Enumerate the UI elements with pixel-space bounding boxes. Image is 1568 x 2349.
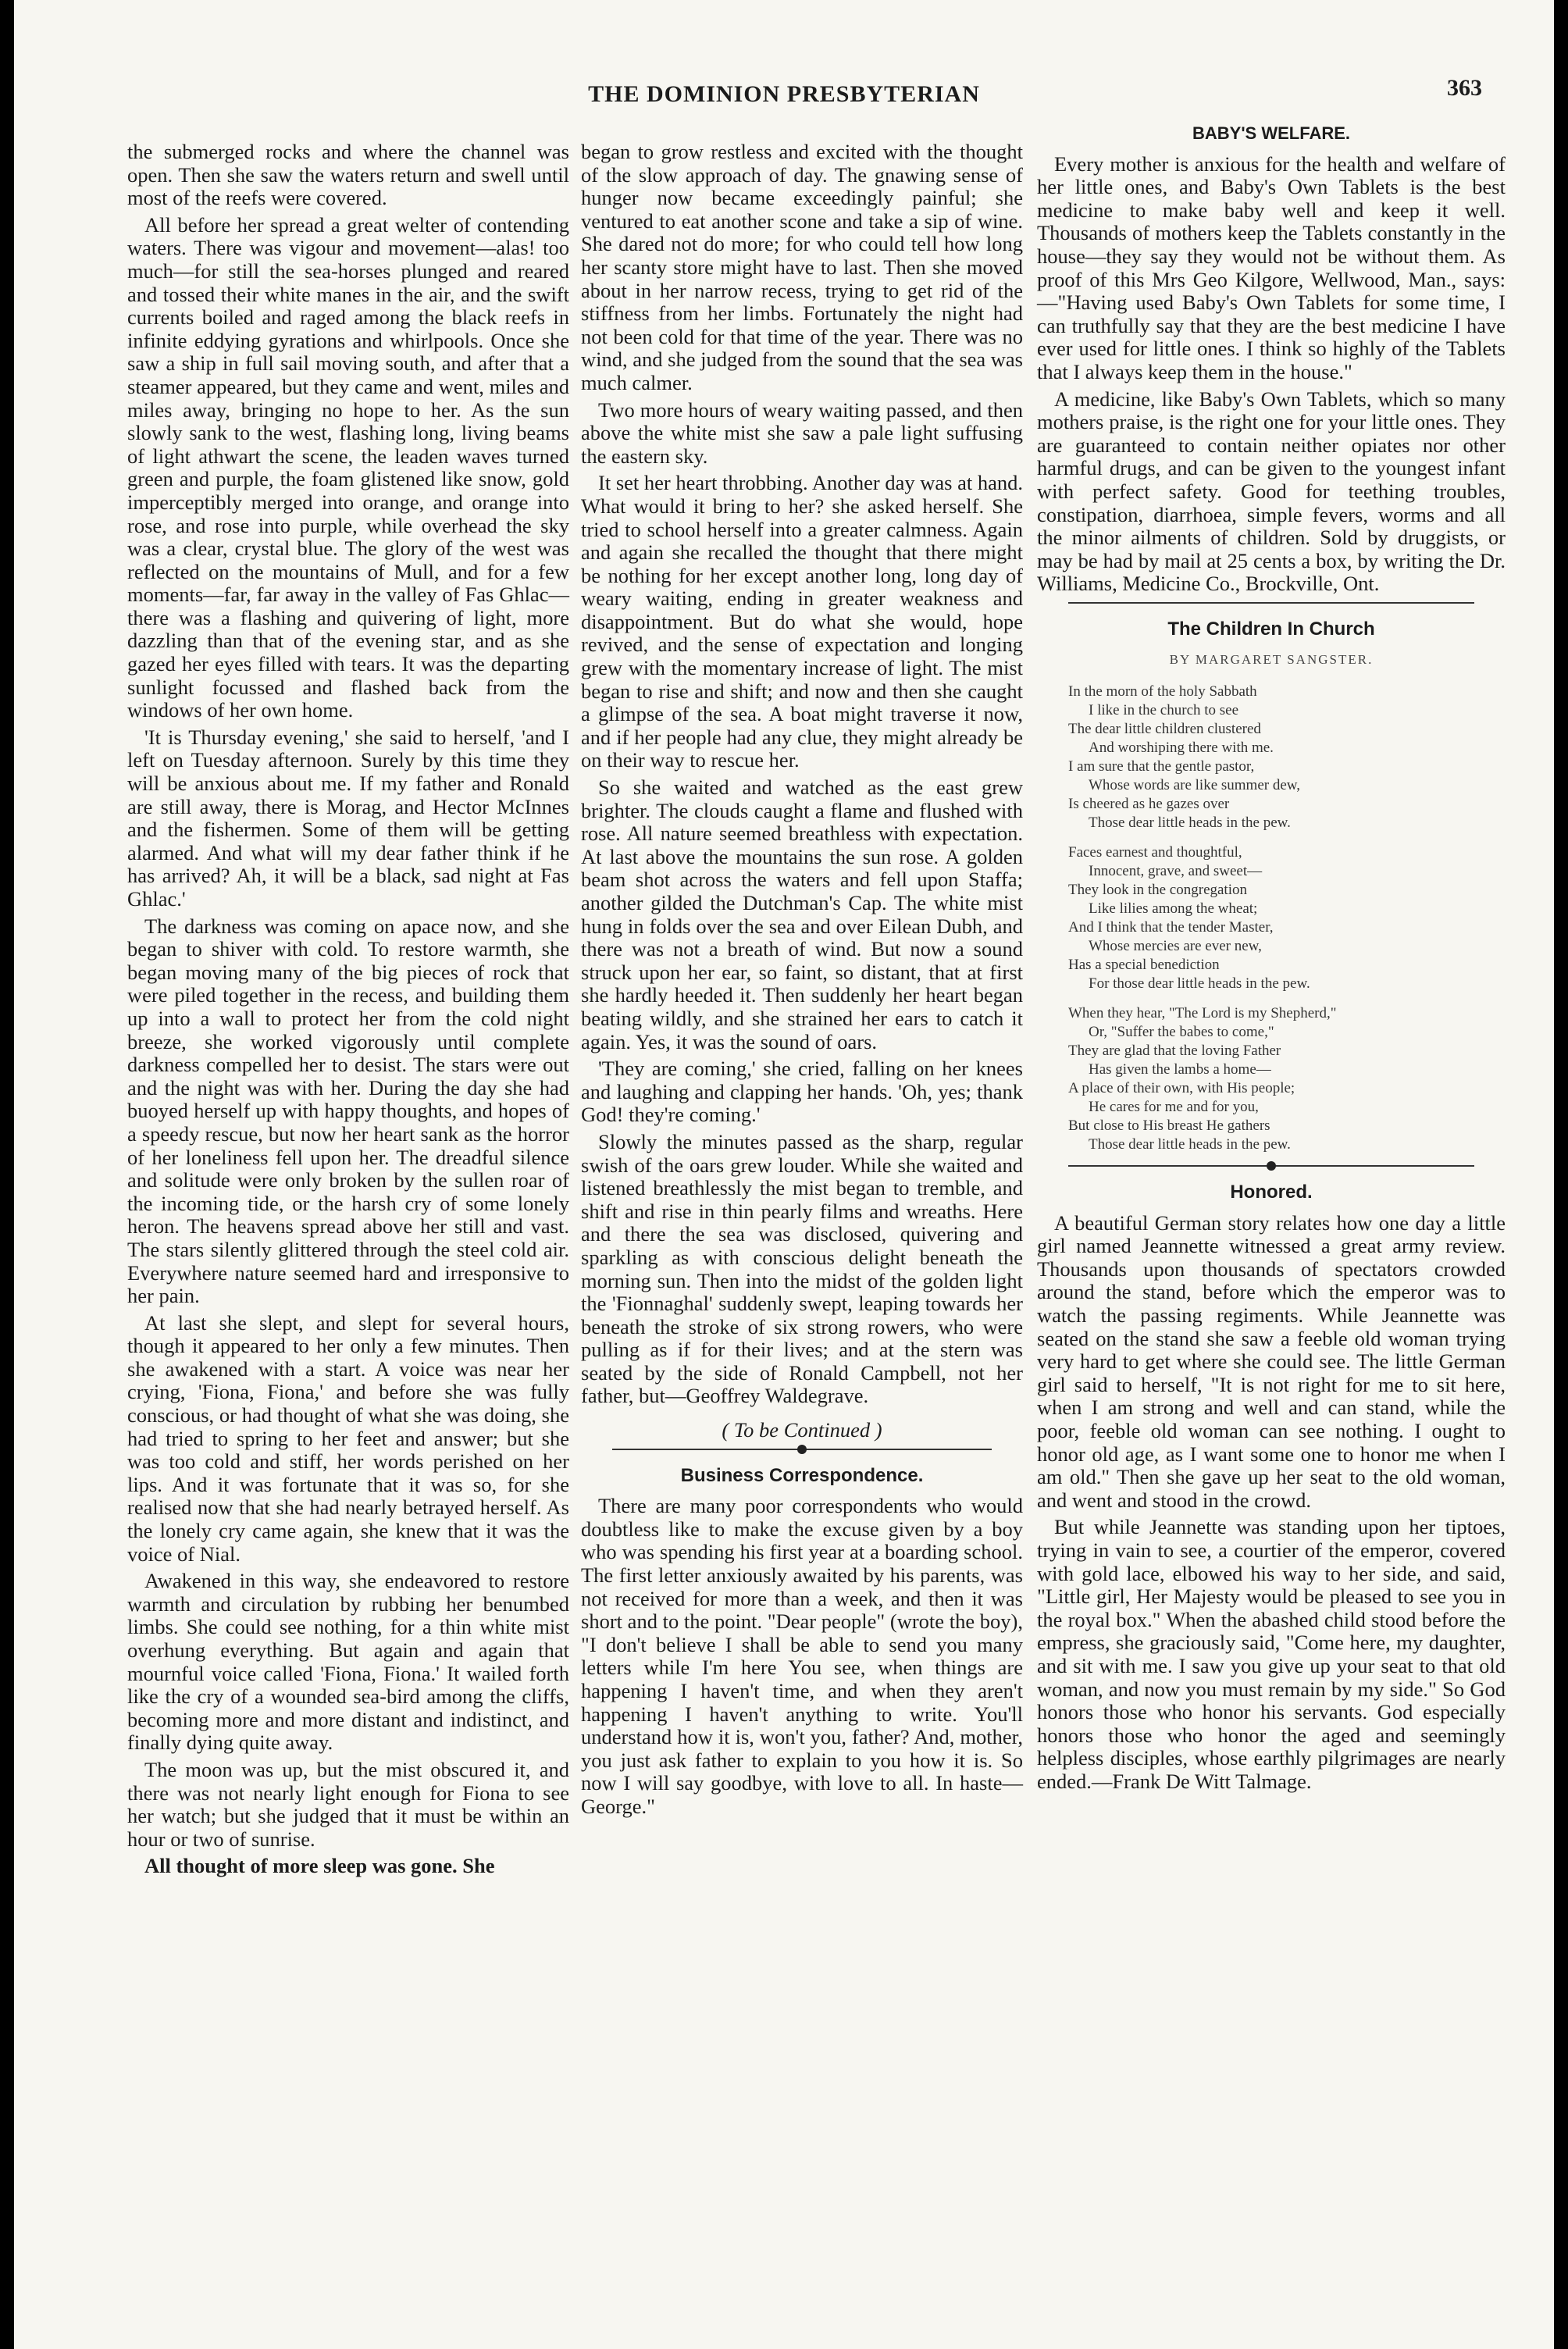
poem-line: And worshiping there with me. <box>1089 740 1274 757</box>
paragraph: At last she slept, and slept for several hours, though it appeared to her only a few minutes. Then she awakened with a start. A voice was near her crying, 'Fiona, Fiona,' and before she was fully conscious, or had thought of what she was doing, she had tried to spring to her feet and answer; but she was too cold and stiff, her words perished on her lips. And it was fortunate that it was so, for she realised now that she had nearly betrayed herself. As the lonely cry came again, she knew that it was the voice of Nial. <box>127 1310 569 1566</box>
paragraph: 'They are coming,' she cried, falling on her knees and laughing and clapping her hands. 'Oh, yes; thank God! they're coming.' <box>581 1057 1023 1127</box>
paragraph: 'It is Thursday evening,' she said to herself, 'and I left on Tuesday afternoon. Surely by this time they will be anxious about me. If my father and Ronald are still away, there is Morag, and Hector McInnes and the fishermen. Some of them will be getting alarmed. And what will my dear father think if he has arrived? Ah, it will be a black, sad night at Fas Ghlac.' <box>127 725 569 911</box>
paragraph: So she waited and watched as the east grew brighter. The clouds caught a flame and flushed with rose. All nature seemed breathless with expectation. At last above the mountains the sun rose. A golden beam shot across the waters and fell upon Staffa; another gilded the Dutchman's Cap. The white mist hung in folds over the sea and over Eilean Dubh, and there was not a breath of wind. But now a sound struck upon her ear, so faint, so distant, that at first she hardly heeded it. Then suddenly her heart began beating wildly, and she strained her ears to catch it again. Yes, it was the sound of oars. <box>581 775 1023 1053</box>
paragraph: It set her heart throbbing. Another day was at hand. What would it bring to her? she asked herself. She tried to school herself into a greater calmness. Again and again she recalled the thought that there might be nothing for her except another long, long day of weary waiting, ending in greater weakness and disappointment. But do what she would, hope revived, and the sense of expectation and longing grew with the momentary increase of light. The mist began to rise and shift; and now and then she caught a glimpse of the sea. A boat might traverse it now, and if her people had any clue, they might already be on their way to rescue her. <box>581 471 1023 772</box>
paragraph: There are many poor correspondents who would doubtless like to make the excuse given by a boy who was spending his first year at a boarding school. The first letter anxiously awaited by his parents, was not received for more than a week, and then it was short and to the point. "Dear people" (wrote the boy), "I don't believe I shall be able to send you many letters while I'm here You see, when things are happening I haven't time, and when they aren't happening I haven't anything to write. You'll understand how it is, won't you, father? And, mother, you just ask father to explain to you how it is. So now I will say goodbye, with love to all. In haste—George." <box>581 1494 1023 1818</box>
section-divider <box>1068 1165 1474 1173</box>
paragraph: All thought of more sleep was gone. She <box>144 1854 495 1878</box>
paragraph: The moon was up, but the mist obscured it, and there was not nearly light enough for Fiona to see her watch; but she judged that it must be within an hour or two of sunrise. <box>127 1757 569 1851</box>
poem-line: Those dear little heads in the pew. <box>1089 1136 1291 1153</box>
poem-line: The dear little children clustered <box>1068 721 1261 738</box>
paragraph: But while Jeannette was standing upon her tiptoes, trying in vain to see, a courtier of the emperor, covered with gold lace, elbowed his way to her side, and said, "Little girl, Her Majesty would be pleased to see you in the royal box." When the abashed child stood before the empress, she graciously said, "Come here, my daughter, and sit with me. I saw you give up your seat to that old woman, and now you must remain by my side." So God honors those who honor his servants. God especially honors those who honor the aged and seemingly helpless disciples, whose earthly pilgrimages are nearly ended.—Frank De Witt Talmage. <box>1037 1515 1506 1793</box>
poem-line: Has given the lambs a home— <box>1089 1061 1271 1078</box>
paragraph: began to grow restless and excited with the thought of the slow approach of day. The gnawing sense of hunger now became exceedingly painful; she ventured to eat another scone and take a sip of wine. She dared not do more; for who could tell how long her scanty store might have to last. Then she moved about in her narrow recess, trying to get rid of the stiffness from her limbs. Fortunately the night had not been cold for that time of the year. There was no wind, and she judged from the sound that the sea was much calmer. <box>581 140 1023 394</box>
paragraph: A beautiful German story relates how one day a little girl named Jeannette witnessed a great army review. Thousands upon thousands of spectators crowded around the stand, before which the emperor was to watch the passing regiments. While Jeannette was seated on the stand she saw a feeble old woman trying very hard to get where she could see. The little German girl said to herself, "It is not right for me to sit here, when I am strong and well and can stand, while the poor, feeble old woman can see nothing. I ought to honor old age, as I want some one to honor me when I am old." Then she gave up her seat to the old woman, and went and stood in the crowd. <box>1037 1210 1506 1512</box>
poem-stanza <box>1068 1004 1506 1154</box>
business-correspondence-title: Business Correspondence. <box>680 1464 924 1486</box>
poem-stanza <box>1068 683 1506 832</box>
poem-line: Like lilies among the wheat; <box>1089 900 1258 918</box>
page-number: 363 <box>1447 75 1482 101</box>
paragraph: Every mother is anxious for the health and welfare of her little ones, and Baby's Own Tablets is the best medicine to make baby well and keep it well. Thousands of mothers keep the Tablets constantly in the house—they say they would not be without them. As proof of this Mrs Geo Kilgore, Wellwood, Man., says:—"Having used Baby's Own Tablets for some time, I can truthfully say that they are the best medicine I have ever used for little ones. I think so highly of the Tablets that I always keep them in the house." <box>1037 151 1506 383</box>
paragraph: Slowly the minutes passed as the sharp, regular swish of the oars grew louder. While she waited and listened breathlessly the mist began to tremble, and shift and rise in thin pearly films and wreaths. Here and there the sea was disclosed, quivering and sparkling as with conscious delight beneath the morning sun. Then into the midst of the golden light the 'Fionnaghal' suddenly swept, leaping towards her beneath the stroke of six strong rowers, who were pulling as if for their lives; and at the stern was seated by the side of Ronald Campbell, not her father, but—Geoffrey Waldegrave. <box>581 1129 1023 1408</box>
poem-line: But close to His breast He gathers <box>1068 1117 1270 1135</box>
poem-line: Those dear little heads in the pew. <box>1089 814 1291 832</box>
divider-dot-icon <box>797 1445 807 1454</box>
section-divider <box>1068 602 1474 610</box>
children-in-church-title: The Children In Church <box>1167 618 1375 640</box>
poem-line: And I think that the tender Master, <box>1068 919 1274 936</box>
column-right <box>1037 122 1506 1798</box>
newspaper-page <box>14 0 1554 2349</box>
paragraph: All before her spread a great welter of contending waters. There was vigour and movement—alas! too much—for still the sea-horses plunged and reared and tossed their white manes in the air, and the swift currents boiled and raged among the black reefs in infinite eddying gyrations and whirlpools. Once she saw a ship in full sail moving south, and after that a steamer appeared, but they came and went, miles and miles away, bringing no hope to her. As the sun slowly sank to the west, flashing long, living beams of light athwart the scene, the leaden waves turned green and purple, the foam glistened like snow, gold imperceptibly merged into orange, and orange into rose, and rose into purple, while overhead the sky was a clear, crystal blue. The glory of the west was reflected on the mountains of Mull, and for a few moments—far, far away in the valley of Fas Ghlac—there was a flashing and quivering of light, more dazzling than that of the evening star, and as she gazed her eyes filled with tears. It was the departing sunlight focussed and flashed back from the windows of her own home. <box>127 212 569 722</box>
poem-line: Has a special benediction <box>1068 957 1220 974</box>
poem-line: They are glad that the loving Father <box>1068 1043 1281 1060</box>
poem-line: I like in the church to see <box>1089 702 1239 719</box>
story-column-left <box>127 141 569 1882</box>
poem-line: In the morn of the holy Sabbath <box>1068 683 1257 700</box>
poem-stanza <box>1068 843 1506 993</box>
paragraph: The darkness was coming on apace now, and she began to shiver with cold. To restore warmth, she began moving many of the big pieces of rock that were piled together in the recess, and building them up into a wall to protect her from the cold night breeze, she worked vigorously until complete darkness compelled her to desist. The stars were out and the night was with her. During the day she had buoyed herself up with happy thoughts, and hopes of a speedy rescue, but now her heart sank as the horror of her loneliness fell upon her. The dreadful silence and solitude were only broken by the sullen roar of the incoming tide, or the harsh cry of some lonely heron. The heavens spread above her still and vast. The stars silently glittered through the steel cold air. Everywhere nature seemed hard and irresponsive to her pain. <box>127 914 569 1308</box>
divider-dot-icon <box>1267 1161 1276 1171</box>
poem-byline: BY MARGARET SANGSTER. <box>1169 652 1374 668</box>
section-divider <box>612 1449 992 1456</box>
poem-line: When they hear, "The Lord is my Shepherd," <box>1068 1005 1337 1022</box>
babys-welfare-title: BABY'S WELFARE. <box>1192 123 1351 143</box>
poem-line: He cares for me and for you, <box>1089 1099 1259 1116</box>
poem-line: Is cheered as he gazes over <box>1068 796 1230 813</box>
masthead-title: THE DOMINION PRESBYTERIAN <box>588 81 980 107</box>
poem-line: I am sure that the gentle pastor, <box>1068 758 1255 775</box>
to-be-continued: ( To be Continued ) <box>722 1418 882 1442</box>
poem-line: Innocent, grave, and sweet— <box>1089 863 1263 880</box>
poem-line: Whose mercies are ever new, <box>1089 938 1262 955</box>
paragraph: A medicine, like Baby's Own Tablets, which so many mothers praise, is the right one for your little ones. They are guaranteed to contain neither opiates nor other harmful drugs, and can be given to the youngest infant with perfect safety. Good for teething troubles, constipation, diarrhoea, simple fevers, worms and all the minor ailments of children. Sold by druggists, or may be had by mail at 25 cents a box, by writing the Dr. Williams, Medicine Co., Brockville, Ont. <box>1037 387 1506 596</box>
poem-line: A place of their own, with His people; <box>1068 1080 1295 1097</box>
poem-line: Whose words are like summer dew, <box>1089 777 1301 794</box>
story-column-middle <box>581 141 1023 1823</box>
poem-line: Faces earnest and thoughtful, <box>1068 844 1242 861</box>
poem-line: They look in the congregation <box>1068 882 1247 899</box>
poem-line: For those dear little heads in the pew. <box>1089 975 1310 993</box>
poem-line: Or, "Suffer the babes to come," <box>1089 1024 1274 1041</box>
paragraph: Two more hours of weary waiting passed, and then above the white mist she saw a pale light suffusing the eastern sky. <box>581 397 1023 468</box>
honored-title: Honored. <box>1230 1182 1313 1203</box>
paragraph: the submerged rocks and where the channel was open. Then she saw the waters return and swell until most of the reefs were covered. <box>127 140 569 210</box>
paragraph: Awakened in this way, she endeavored to restore warmth and circulation by rubbing her benumbed limbs. She could see nothing, for a thin white mist overhung everything. But again and again that mournful voice called 'Fiona, Fiona.' It wailed forth like the cry of a wounded sea-bird among the cliffs, becoming more and more distant and indistinct, and finally dying quite away. <box>127 1569 569 1755</box>
